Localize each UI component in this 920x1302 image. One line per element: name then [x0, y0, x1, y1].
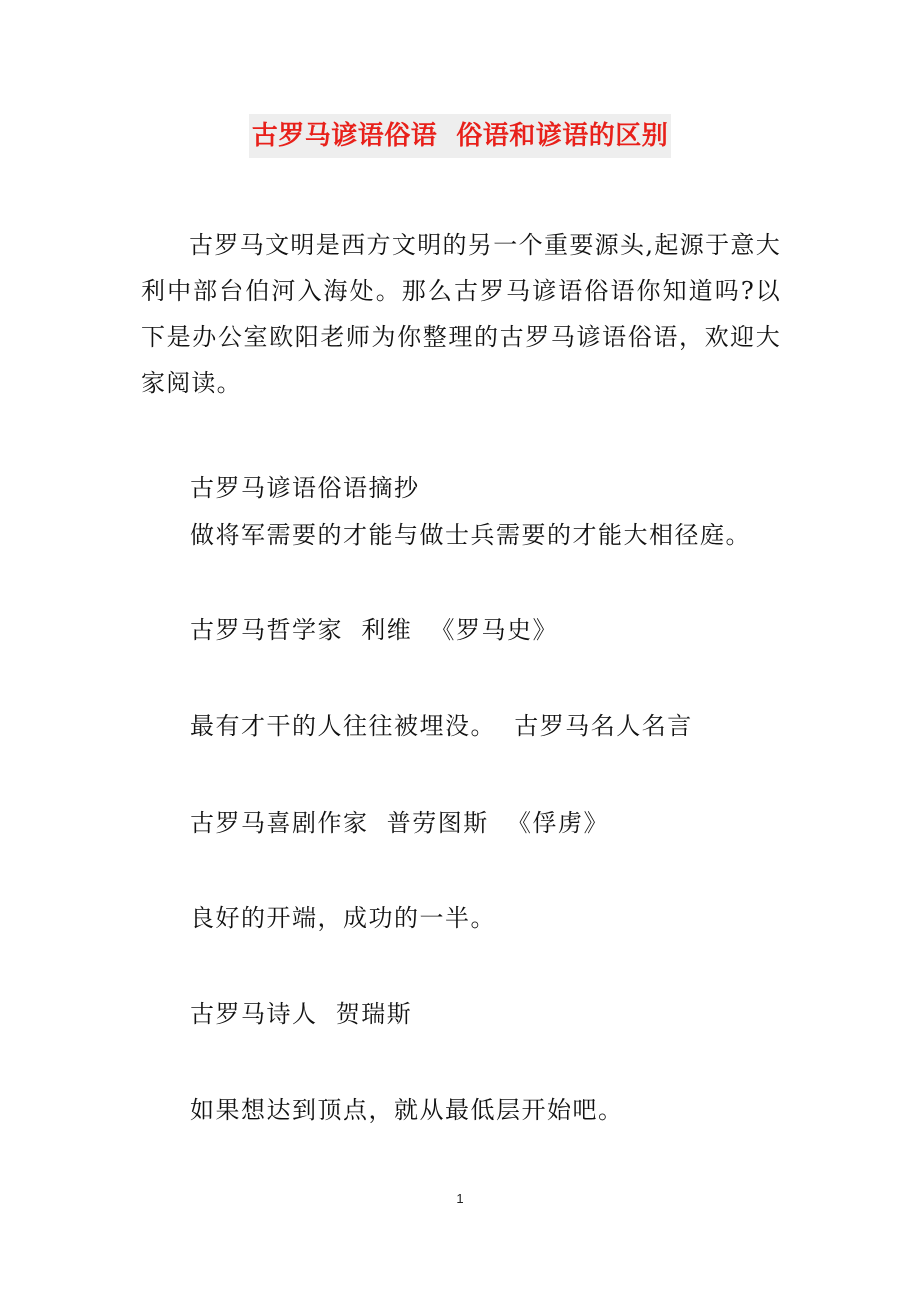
- attribution-line: 古罗马诗人 贺瑞斯: [190, 1000, 413, 1028]
- title-block: [0, 114, 920, 158]
- attribution-line: 古罗马哲学家 利维 《罗马史》: [190, 616, 559, 644]
- intro-paragraph: 古罗马文明是西方文明的另一个重要源头,起源于意大利中部台伯河入海处。那么古罗马谚语俗语你知道吗?以下是办公室欧阳老师为你整理的古罗马谚语俗语，欢迎大家阅读。: [141, 231, 781, 397]
- document-title: 古罗马谚语俗语 俗语和谚语的区别: [249, 114, 672, 158]
- section-heading: 古罗马谚语俗语摘抄: [190, 474, 420, 502]
- proverb-line: 做将军需要的才能与做士兵需要的才能大相径庭。: [190, 521, 751, 549]
- proverb-line: 如果想达到顶点，就从最低层开始吧。: [190, 1096, 624, 1124]
- proverb-line: 良好的开端，成功的一半。: [190, 904, 496, 932]
- proverb-line: 最有才干的人往往被埋没。 古罗马名人名言: [190, 712, 693, 740]
- page-number: 1: [456, 1191, 464, 1206]
- attribution-line: 古罗马喜剧作家 普劳图斯 《俘虏》: [190, 809, 610, 837]
